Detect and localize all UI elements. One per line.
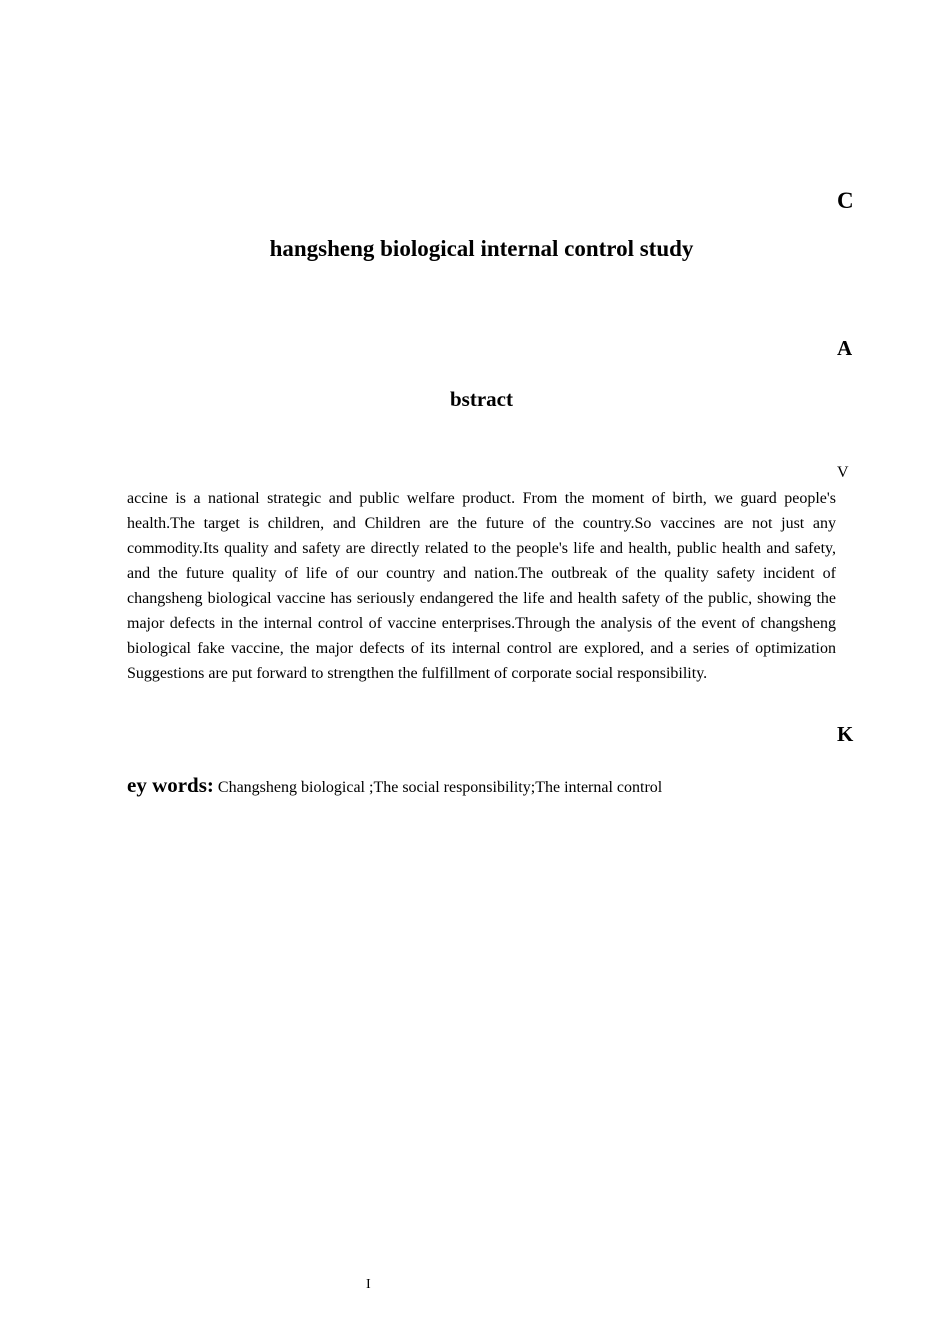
keywords-line [127, 770, 836, 803]
document-title: hangsheng biological internal control study [269, 236, 694, 261]
abstract-body-drop-cap: V [837, 464, 849, 481]
keywords-label: ey words: [127, 773, 214, 797]
title-drop-cap: C [837, 188, 854, 213]
keywords-drop-cap: K [837, 722, 854, 746]
keywords-text: Changsheng biological ;The social responsibility;The internal control [217, 779, 663, 796]
abstract-drop-cap: A [837, 336, 853, 360]
abstract-heading: bstract [450, 387, 513, 411]
abstract-body: accine is a national strategic and public welfare product. From the moment of birth, we guard people's health.The target is children, and Children are the future of the country.So vaccines are not just any commodity.Its quality and safety are directly related to the people's life and health, public health and safety, and the future quality of life of our country and nation.The outbreak of the quality safety incident of changsheng biological vaccine has seriously endangered the life and health safety of the public, showing the major defects in the internal control of vaccine enterprises.Through the analysis of the event of changsheng biological fake vaccine, the major defects of its internal control are explored, and a series of optimization Suggestions are put forward to strengthen the fulfillment of corporate social responsibility. [127, 490, 836, 682]
page-number: I [366, 1277, 371, 1292]
